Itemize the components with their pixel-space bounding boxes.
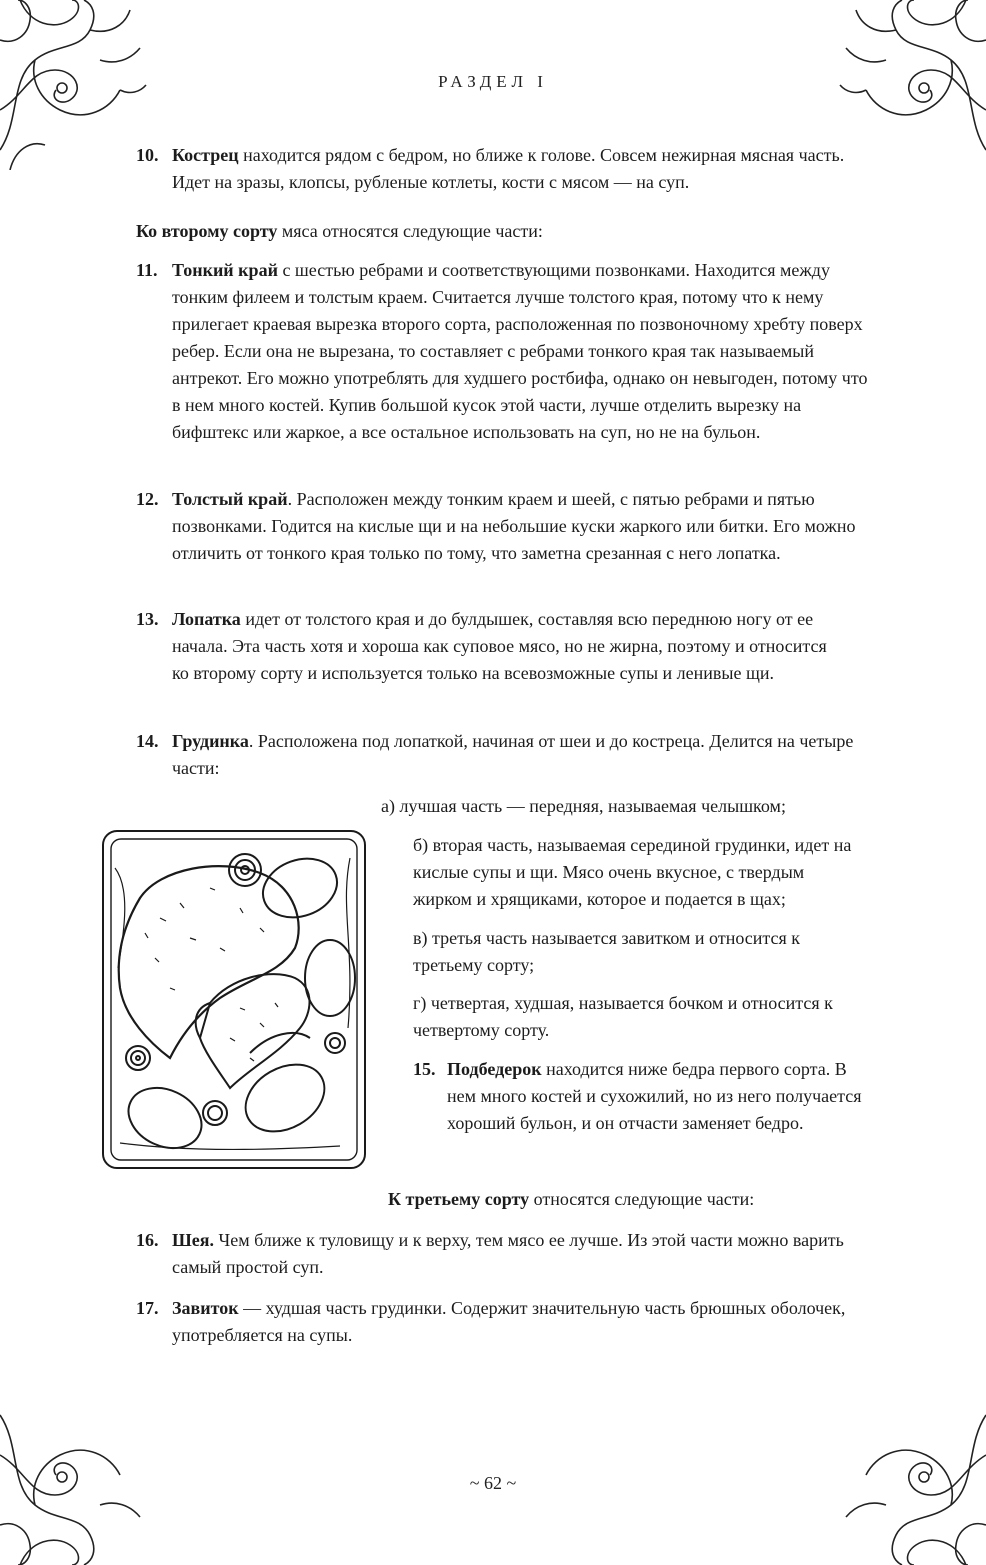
list-item-14 xyxy=(136,728,866,782)
item-text: . Расположен между тонким краем и шеей, с пятью ребрами и пятью позвонками. Годится на кислые щи и на небольшие куски жаркого или битки. Его можно отличить от тонкого края только по тому, что заметна срезанная с него лопатка. xyxy=(172,489,856,563)
grade3-term: К третьему сорту xyxy=(388,1189,530,1209)
list-item-16 xyxy=(136,1227,868,1281)
item-number: 11. xyxy=(136,260,158,280)
item-term: Завиток xyxy=(172,1298,239,1318)
subpart-b: б) вторая часть, называемая серединой грудинки, идет на кислые супы и щи. Мясо очень вкусное, с твердым жирком и хрящиками, которое и подается в щах; xyxy=(413,835,852,909)
grade3-intro xyxy=(388,1186,848,1213)
item-number: 16. xyxy=(136,1230,159,1250)
page-number: ~ 62 ~ xyxy=(469,1473,517,1493)
item-text: — худшая часть грудинки. Содержит значительную часть брюшных оболочек, употребляется на супы. xyxy=(172,1298,846,1345)
item-term: Кострец xyxy=(172,145,239,165)
list-item-13 xyxy=(136,606,848,687)
list-item-12 xyxy=(136,486,880,567)
item-number: 13. xyxy=(136,609,159,629)
list-item-11 xyxy=(136,257,880,446)
subpart-a: а) лучшая часть — передняя, называемая челышком; xyxy=(381,796,786,816)
item-text: с шестью ребрами и соответствующими позвонками. Находится между тонким филеем и толстым краем. Считается лучше толстого края, потому что к нему прилегает краевая вырезка второго сорта, расположенная по позвоночному хребту поверх ребер. Если она не вырезана, то составляет с ребрами тонкого края так называемый антрекот. Его можно употреблять для худшего ростбифа, однако он невыгоден, потому что в нем много костей. Купив большой кусок этой части, лучше отделить вырезку на бифштекс или жаркое, а все остальное использовать на суп, но не на бульон. xyxy=(172,260,868,442)
grade2-intro xyxy=(136,218,856,245)
item-term: Толстый край xyxy=(172,489,288,509)
item-term: Грудинка xyxy=(172,731,249,751)
list-item-10 xyxy=(136,142,856,196)
list-item-15 xyxy=(413,1056,875,1137)
item-number: 17. xyxy=(136,1298,159,1318)
item-term: Подбедерок xyxy=(447,1059,542,1079)
item-text: идет от толстого края и до булдышек, составляя всю переднюю ногу от ее начала. Эта часть хотя и хороша как суповое мясо, но не жирна, поэтому и относится ко второму сорту и используется только на всевозможные супы и ленивые щи. xyxy=(172,609,827,683)
subpart-d: г) четвертая, худшая, называется бочком и относится к четвертому сорту. xyxy=(413,993,833,1040)
item-term: Тонкий край xyxy=(172,260,278,280)
item-term: Лопатка xyxy=(172,609,241,629)
item-number: 12. xyxy=(136,489,159,509)
list-item-17 xyxy=(136,1295,878,1349)
item-number: 14. xyxy=(136,731,159,751)
item-text: находится ниже бедра первого сорта. В нем много костей и сухожилий, но из него получается хороший бульон, и он отчасти заменяет бедро. xyxy=(447,1059,862,1133)
item-text: находится рядом с бедром, но ближе к голове. Совсем нежирная мясная часть. Идет на зразы, клопсы, рубленые котлеты, кости с мясом — на суп. xyxy=(172,145,845,192)
item-term: Шея. xyxy=(172,1230,214,1250)
item-number: 15. xyxy=(413,1059,436,1079)
item-text: Чем ближе к туловищу и к верху, тем мясо ее лучше. Из этой части можно варить самый простой суп. xyxy=(172,1230,844,1277)
running-header: РАЗДЕЛ I xyxy=(438,72,548,91)
grade2-text: мяса относятся следующие части: xyxy=(277,221,543,241)
meat-platter-illustration xyxy=(100,828,368,1171)
item-number: 10. xyxy=(136,145,159,165)
item-text: . Расположена под лопаткой, начиная от шеи и до костреца. Делится на четыре части: xyxy=(172,731,854,778)
grade3-text: относятся следующие части: xyxy=(529,1189,755,1209)
grade2-term: Ко второму сорту xyxy=(136,221,278,241)
subpart-c: в) третья часть называется завитком и относится к третьему сорту; xyxy=(413,928,800,975)
